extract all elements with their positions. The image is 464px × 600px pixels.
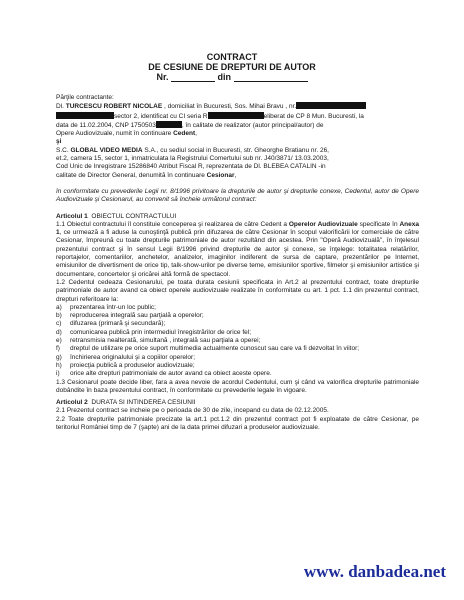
rights-list [56,304,419,379]
list-item: e) retransmisia nealterată, simultană , integrală sau parţiala a operei; [56,337,261,345]
party-cedent: Dl. TURCESCU ROBERT NICOLAE , domiciliat în Bucuresti, Sos. Mihai Bravu , nr. sector 2, identificat cu CI seria R eliberat de CP 8 Mun. Bucuresti, la data de 11.02.2004, CNP 1750503 , în calitate de realizator (autor principal/autor) de Opere Audiovizuale, numit în continuare Cedent, [56,102,419,138]
redacted-block [296,102,366,109]
art1-para-1: 1.1 Obiectul contractului îl constituie conceperea şi realizarea de către Cedent a Operelor Audiovizuale specificate în Anexa 1, ce urmează a fi aduse la cunoştinţă publică prin difuzarea de către Cesionar în scopul valorificării lor comerciale de către Cesionar, împreună cu toate drepturile patrimoniale de autor rezultând din acestea. Prin "Operă Audiovizuală", în înţelesul prezentului contract şi în sensul Legii 8/1996 privind drepturile de autor şi conexe, se înţelege: totalitatea relatărilor, reportajelor, comentariilor, anchetelor, analizelor, imaginilor indiferent de sursa de captare, prezentărilor pe Internet, emisiunilor de divertisment de orice tip, talk-show-urilor pe diverse teme, emisiunilor sportive, filmelor şi emisiunilor artistice şi documentare, concertelor şi oricărei altă formă de spectacol. [56,220,419,278]
list-item: a) prezentarea într-un loc public; [56,303,156,311]
art2-para-2: 2.2 Toate drepturile patrimoniale precizate la art.1 pct.1.2 din prezentul contract pot fi exploatate de către Cesionar, pe teritoriul României timp de 7 (şapte) ani de la data primei difuzari a produselor audiovizuale. [56,415,419,431]
and-connector: şi [56,138,62,146]
cesionar-role: Cesionar [206,171,235,179]
art2-heading: Articolul 2 DURATA SI INTINDEREA CESIUNII [56,399,196,407]
list-item: h) proiecţia publică a produselor audiovizuale; [56,361,195,369]
list-item: f) dreptul de utilizare pe orice suport multimedia actualmente cunoscut sau care va fi dezvoltat în viitor; [56,345,360,353]
cesionar-name: GLOBAL VIDEO MEDIA [70,146,143,154]
site-watermark: www. danbadea.net [303,562,446,581]
contract-subtitle: DE CESIUNE DE DREPTURI DE AUTOR [148,62,316,72]
list-item: d) comunicarea publică prin intermediul înregistrărilor de orice fel; [56,328,252,336]
nr-label: Nr. [156,72,169,82]
redacted-block [156,121,182,128]
list-item: c) difuzarea (primară şi secundară); [56,320,166,328]
contract-title: CONTRACT [206,52,258,62]
art2-para-1: 2.1 Prezentul contract se incheie pe o perioada de 30 de zile, incepand cu data de 02.12.2005. [56,407,329,415]
parties-intro: Părţile contractante: [56,94,114,101]
cedent-role: Cedent [173,130,196,138]
contract-body [56,94,419,432]
art1-para-2: 1.2 Cedentul cedeaza Cesionarului, pe toata durata cesiunii specificata in Art.2 al prezentului contract, toate drepturile patrimoniale de autor avand ca obiect operele audiovizuale realizate în conformitate cu art. 1 pct. 1.1 din prezentul contract, drepturi referitoare la: [56,278,419,303]
date-blank [234,73,308,82]
cedent-name: TURCESCU ROBERT NICOLAE [65,103,163,111]
art1-heading: Articolul 1 OBIECTUL CONTRACTULUI [56,212,177,220]
redacted-block [208,112,264,119]
list-item: g) închirierea originalului şi a copiilor operelor; [56,353,196,361]
redacted-block [56,112,114,119]
list-item: i) orice alte drepturi patrimoniale de autor avand ca obiect aceste opere. [56,370,272,378]
conformity-clause: în conformitate cu prevederile Legii nr. 8/1996 privitoare la drepturile de autor şi drepturile conexe, Cedentul, autor de Opere Audiovizuale şi Cesionarul, au convenit să încheie următorul contract: [56,187,419,204]
nr-blank [171,73,215,82]
list-item: b) reproducerea integrală sau parţială a operelor; [56,312,204,320]
party-cesionar: S.C. GLOBAL VIDEO MEDIA S.A., cu sediul social in Bucuresti, str. Gheorghe Bratianu nr. 26, et.2, camera 15, sector 1, inmatriculata la Registrului Comertului sub nr. J40/3871/ 13.03.2003, Cod Unic de Inregistrare 15286840 Atribut Fiscal R, reprezentata de Dl. BLEBEA CATALIN -in calitate de Director General, denumită în continuare Cesionar, [56,146,329,179]
art1-para-3: 1.3 Cesionarul poate decide liber, fara a avea nevoie de acordul Cedentului, cum şi când va valorifica drepturile patrimoniale dobândite în baza prezentului contract, în conformitate cu prevederile legale în vigoare. [56,378,419,394]
contract-number-line [0,72,464,82]
din-label: din [217,72,232,82]
